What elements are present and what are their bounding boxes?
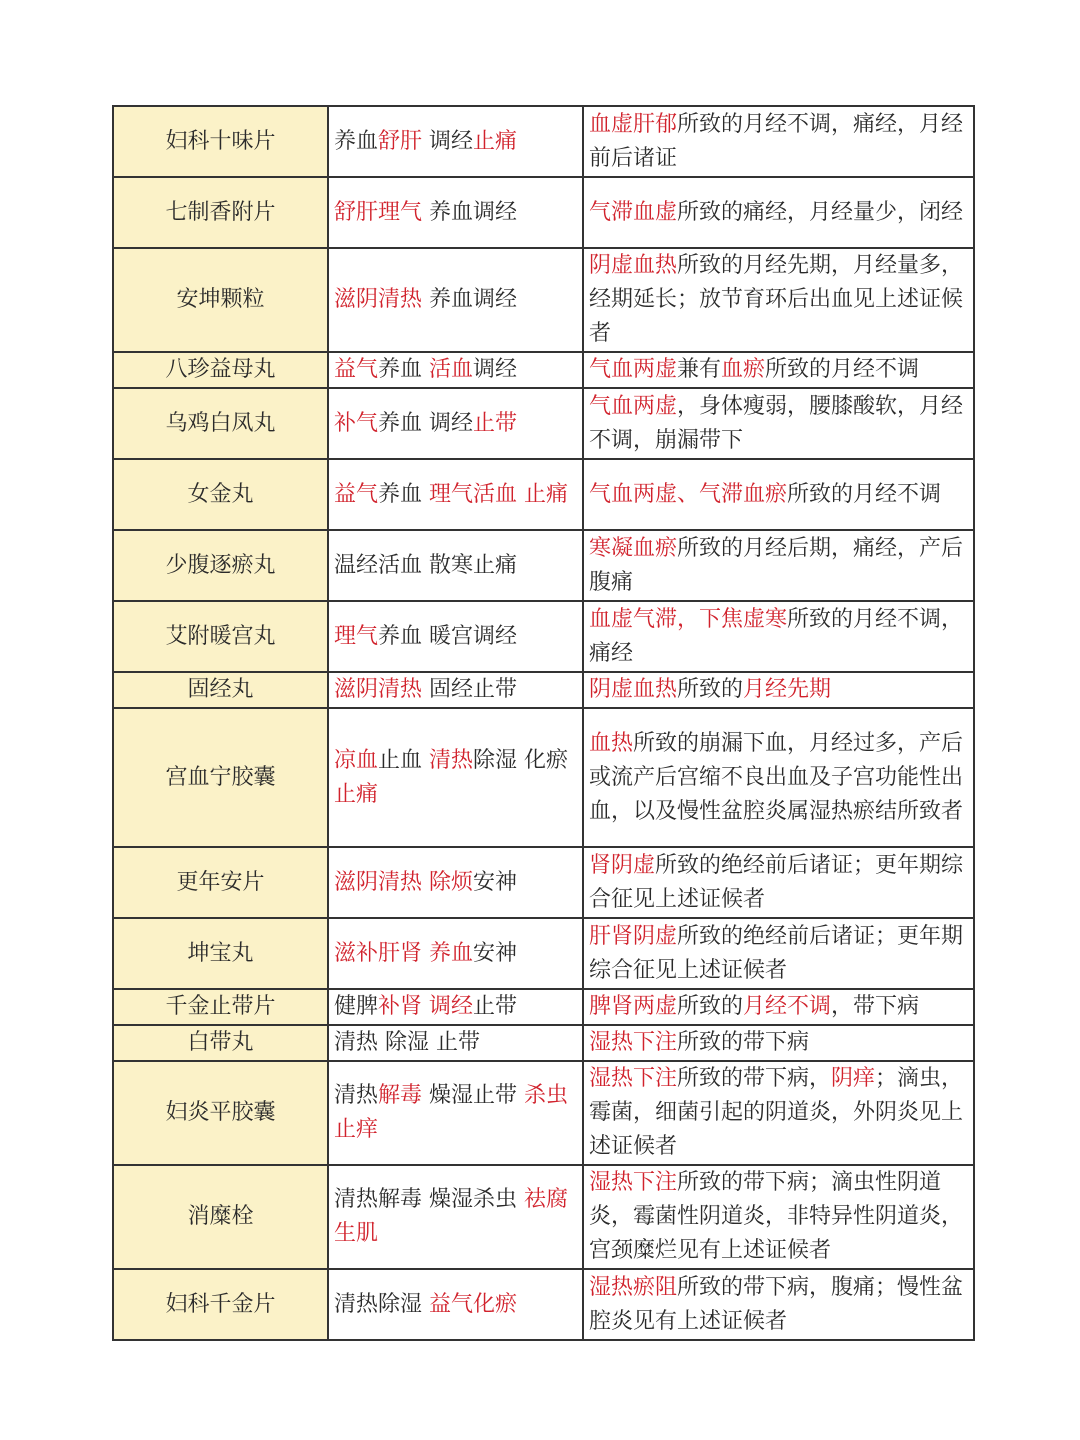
- highlight-text: 祛腐生肌: [334, 1187, 569, 1246]
- plain-text: 所致的: [677, 677, 744, 702]
- effect-cell: [328, 601, 583, 672]
- effect-cell: [328, 989, 583, 1025]
- indication-cell: [583, 672, 974, 708]
- plain-text: 安神: [473, 940, 518, 966]
- medicine-name: 千金止带片: [113, 989, 328, 1025]
- plain-text: 兼有: [677, 357, 722, 382]
- indication-cell: [583, 1025, 974, 1061]
- medicine-name: 八珍益母丸: [113, 352, 328, 388]
- plain-text: 清热: [334, 1083, 379, 1108]
- plain-text: 养血调经: [422, 287, 518, 312]
- highlight-text: 止痛: [473, 128, 518, 154]
- plain-text: ，带下病: [831, 994, 920, 1019]
- highlight-text: 月经先期: [743, 677, 832, 702]
- plain-text: 养血: [378, 357, 430, 382]
- highlight-text: 血瘀: [721, 357, 766, 382]
- plain-text: 所致的带下病，: [677, 1066, 832, 1091]
- highlight-text: 湿热下注: [589, 1030, 678, 1055]
- medicine-name: 七制香附片: [113, 177, 328, 248]
- highlight-text: 杀虫止痒: [334, 1083, 569, 1142]
- indication-cell: [583, 1269, 974, 1340]
- indication-cell: [583, 708, 974, 847]
- table-row: [113, 352, 974, 388]
- plain-text: 所致的月经不调: [787, 481, 942, 507]
- indication-cell: [583, 530, 974, 601]
- plain-text: 所致的带下病；滴虫性阴道炎，霉菌性阴道炎，非特异性阴道炎，宫颈糜烂见有上述证候者: [589, 1170, 964, 1263]
- highlight-text: 寒凝血瘀: [589, 535, 678, 561]
- plain-text: 清热解毒 燥湿杀虫: [334, 1187, 524, 1212]
- plain-text: 养血: [334, 128, 379, 154]
- highlight-text: 清热: [429, 747, 474, 773]
- table-row: [113, 106, 974, 177]
- effect-cell: [328, 106, 583, 177]
- medicine-name: 更年安片: [113, 847, 328, 918]
- plain-text: 所致的月经不调: [765, 357, 920, 382]
- highlight-text: 益气: [334, 481, 379, 507]
- effect-cell: [328, 459, 583, 530]
- highlight-text: 脾肾两虚: [589, 994, 678, 1019]
- table-row: [113, 1269, 974, 1340]
- effect-cell: [328, 1061, 583, 1165]
- highlight-text: 湿热瘀阻: [589, 1274, 678, 1300]
- table-row: [113, 459, 974, 530]
- indication-cell: [583, 1061, 974, 1165]
- highlight-text: 补气: [334, 410, 379, 436]
- highlight-text: 理气: [334, 623, 379, 649]
- plain-text: 所致的月经先期，月经量多，经期延长；放节育环后出血见上述证候者: [589, 253, 964, 346]
- highlight-text: 凉血: [334, 747, 379, 773]
- table-body: [113, 106, 974, 1340]
- highlight-text: 湿热下注: [589, 1066, 678, 1091]
- medicine-name: 白带丸: [113, 1025, 328, 1061]
- plain-text: 所致的带下病: [677, 1030, 810, 1055]
- effect-cell: [328, 1025, 583, 1061]
- highlight-text: 血虚肝郁: [589, 111, 678, 137]
- medicine-name: 艾附暖宫丸: [113, 601, 328, 672]
- highlight-text: 气血两虚: [589, 393, 678, 419]
- plain-text: 调经: [422, 128, 474, 154]
- table-row: [113, 530, 974, 601]
- highlight-text: 滋阴清热 除烦: [334, 869, 473, 895]
- effect-cell: [328, 248, 583, 352]
- medicine-name: 少腹逐瘀丸: [113, 530, 328, 601]
- highlight-text: 肾阴虚: [589, 852, 656, 878]
- highlight-text: 活血: [429, 357, 474, 382]
- plain-text: 燥湿止带: [422, 1083, 525, 1108]
- plain-text: 除湿 化瘀: [473, 747, 569, 773]
- highlight-text: 止痛: [334, 781, 379, 807]
- highlight-text: 滋补肝肾 养血: [334, 940, 473, 966]
- highlight-text: 血虚气滞，下焦虚寒: [589, 606, 788, 632]
- plain-text: 所致的月经后期，痛经，产后腹痛: [589, 535, 964, 595]
- plain-text: 所致的月经不调，痛经，月经前后诸证: [589, 111, 964, 171]
- highlight-text: 益气化瘀: [429, 1291, 518, 1317]
- plain-text: 止带: [473, 994, 518, 1019]
- plain-text: 养血: [378, 481, 430, 507]
- highlight-text: 理气活血 止痛: [429, 481, 569, 507]
- plain-text: 清热 除湿 止带: [334, 1030, 480, 1055]
- plain-text: 温经活血 散寒止痛: [334, 552, 517, 578]
- table-row: [113, 248, 974, 352]
- medicine-name: 坤宝丸: [113, 918, 328, 989]
- plain-text: 所致的崩漏下血，月经过多，产后或流产后宫缩不良出血及子宫功能性出血，以及慢性盆腔炎属湿热瘀结所致者: [589, 730, 964, 824]
- table-row: [113, 1165, 974, 1269]
- highlight-text: 血热: [589, 730, 634, 756]
- effect-cell: [328, 918, 583, 989]
- medicine-table: [112, 105, 975, 1341]
- highlight-text: 滋阴清热: [334, 287, 423, 312]
- effect-cell: [328, 177, 583, 248]
- plain-text: 所致的: [677, 994, 744, 1019]
- medicine-name: 妇炎平胶囊: [113, 1061, 328, 1165]
- medicine-name: 乌鸡白凤丸: [113, 388, 328, 459]
- table-row: [113, 1025, 974, 1061]
- effect-cell: [328, 708, 583, 847]
- highlight-text: 舒肝: [378, 128, 423, 154]
- table-row: [113, 1061, 974, 1165]
- plain-text: 清热除湿: [334, 1291, 429, 1317]
- highlight-text: 解毒: [378, 1083, 423, 1108]
- highlight-text: 气滞血虚: [589, 199, 678, 225]
- plain-text: 养血 暖宫调经: [378, 623, 518, 649]
- table-row: [113, 388, 974, 459]
- effect-cell: [328, 1269, 583, 1340]
- highlight-text: 气血两虚: [589, 357, 678, 382]
- highlight-text: 月经不调: [743, 994, 832, 1019]
- plain-text: 固经止带: [422, 677, 518, 702]
- indication-cell: [583, 106, 974, 177]
- highlight-text: 湿热下注: [589, 1170, 678, 1195]
- medicine-name: 安坤颗粒: [113, 248, 328, 352]
- plain-text: 止血: [378, 747, 430, 773]
- effect-cell: [328, 847, 583, 918]
- indication-cell: [583, 388, 974, 459]
- table-row: [113, 672, 974, 708]
- indication-cell: [583, 352, 974, 388]
- plain-text: 所致的痛经，月经量少，闭经: [677, 199, 964, 225]
- indication-cell: [583, 459, 974, 530]
- indication-cell: [583, 918, 974, 989]
- plain-text: 所致的绝经前后诸证；更年期综合征见上述证候者: [589, 852, 964, 912]
- table-row: [113, 177, 974, 248]
- table-row: [113, 601, 974, 672]
- indication-cell: [583, 989, 974, 1025]
- plain-text: 健脾: [334, 994, 379, 1019]
- plain-text: 安神: [473, 869, 518, 895]
- highlight-text: 舒肝理气: [334, 199, 423, 225]
- indication-cell: [583, 1165, 974, 1269]
- plain-text: 调经: [473, 357, 518, 382]
- highlight-text: 阴痒: [831, 1066, 876, 1091]
- highlight-text: 肝肾阴虚: [589, 923, 678, 949]
- indication-cell: [583, 177, 974, 248]
- indication-cell: [583, 847, 974, 918]
- highlight-text: 气血两虚、气滞血瘀: [589, 481, 788, 507]
- table-row: [113, 847, 974, 918]
- medicine-name: 消糜栓: [113, 1165, 328, 1269]
- plain-text: 养血调经: [422, 199, 518, 225]
- highlight-text: 阴虚血热: [589, 677, 678, 702]
- highlight-text: 滋阴清热: [334, 677, 423, 702]
- medicine-name: 妇科千金片: [113, 1269, 328, 1340]
- effect-cell: [328, 530, 583, 601]
- effect-cell: [328, 352, 583, 388]
- plain-text: ，身体瘦弱，腰膝酸软，月经不调，崩漏带下: [589, 393, 964, 453]
- highlight-text: 阴虚血热: [589, 253, 678, 278]
- medicine-name: 女金丸: [113, 459, 328, 530]
- indication-cell: [583, 601, 974, 672]
- plain-text: 所致的月经不调，痛经: [589, 606, 964, 666]
- medicine-name: 固经丸: [113, 672, 328, 708]
- medicine-name: 妇科十味片: [113, 106, 328, 177]
- table-row: [113, 989, 974, 1025]
- highlight-text: 益气: [334, 357, 379, 382]
- highlight-text: 止带: [473, 410, 518, 436]
- highlight-text: 补肾 调经: [378, 994, 474, 1019]
- indication-cell: [583, 248, 974, 352]
- effect-cell: [328, 672, 583, 708]
- plain-text: 养血 调经: [378, 410, 474, 436]
- medicine-name: 宫血宁胶囊: [113, 708, 328, 847]
- effect-cell: [328, 388, 583, 459]
- table-row: [113, 918, 974, 989]
- table-row: [113, 708, 974, 847]
- plain-text: 所致的带下病，腹痛；慢性盆腔炎见有上述证候者: [589, 1274, 964, 1334]
- plain-text: ；滴虫，霉菌，细菌引起的阴道炎，外阴炎见上述证候者: [589, 1066, 964, 1159]
- effect-cell: [328, 1165, 583, 1269]
- plain-text: 所致的绝经前后诸证；更年期综合征见上述证候者: [589, 923, 964, 983]
